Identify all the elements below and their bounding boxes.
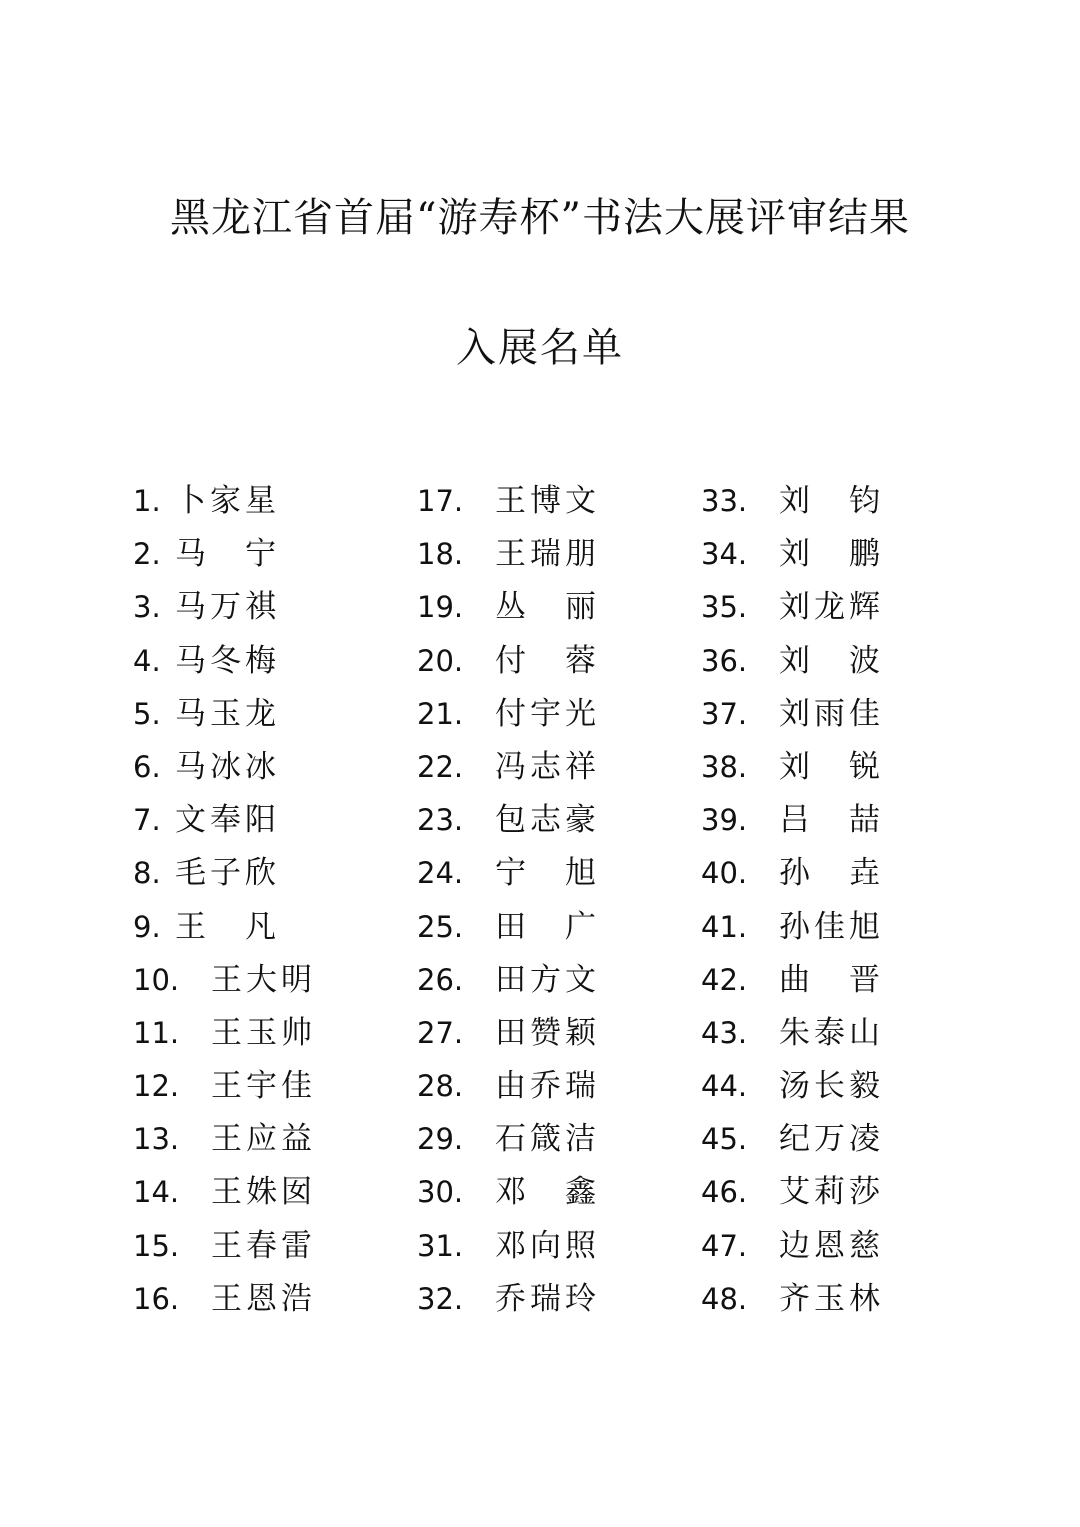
list-item <box>133 794 393 847</box>
list-item <box>701 954 961 1007</box>
list-item <box>701 1060 961 1113</box>
entry-number: 48. <box>701 1281 748 1316</box>
entry-number: 22. <box>417 749 464 784</box>
list-item <box>701 528 961 581</box>
entry-name: 王春雷 <box>211 1227 316 1264</box>
list-item <box>417 528 677 581</box>
entry-name: 刘龙辉 <box>779 589 884 626</box>
entry-name: 王博文 <box>495 483 600 519</box>
entry-number: 17. <box>417 484 464 518</box>
entry-name: 马 宁 <box>175 536 280 573</box>
entry-name: 朱泰山 <box>779 1014 884 1051</box>
list-item <box>417 1113 677 1166</box>
list-item <box>133 475 393 528</box>
entry-number: 14. <box>133 1175 180 1210</box>
entry-name: 吕 喆 <box>779 802 884 839</box>
entry-name: 田 广 <box>495 908 600 945</box>
entry-number: 11. <box>133 1015 180 1050</box>
entry-number: 5. <box>133 696 161 731</box>
entry-number: 37. <box>701 696 748 731</box>
entry-number: 2. <box>133 537 161 572</box>
entry-name: 汤长毅 <box>779 1068 884 1105</box>
entry-name: 邓向照 <box>495 1227 600 1264</box>
entry-number: 1. <box>133 484 161 518</box>
list-item <box>133 1220 393 1273</box>
entry-number: 15. <box>133 1228 180 1263</box>
name-list-column-2 <box>417 475 677 1326</box>
list-item <box>701 1273 961 1326</box>
entry-name: 田赞颖 <box>495 1014 600 1051</box>
list-item <box>133 1060 393 1113</box>
entry-name: 付宇光 <box>495 695 600 732</box>
entry-number: 47. <box>701 1228 748 1263</box>
list-item <box>417 688 677 741</box>
entry-name: 王玉帅 <box>211 1014 316 1051</box>
entry-name: 王姝囡 <box>211 1174 316 1211</box>
list-item <box>701 741 961 794</box>
entry-number: 38. <box>701 749 748 784</box>
entry-name: 付 蓉 <box>495 642 600 679</box>
entry-name: 包志豪 <box>495 802 600 839</box>
list-item <box>133 1166 393 1219</box>
entry-name: 文奉阳 <box>175 802 280 839</box>
entry-number: 8. <box>133 856 161 891</box>
entry-number: 45. <box>701 1122 748 1157</box>
entry-number: 7. <box>133 803 161 838</box>
list-item <box>701 635 961 688</box>
entry-number: 33. <box>701 484 748 518</box>
entry-name: 宁 旭 <box>495 855 600 892</box>
document-subtitle: 入展名单 <box>456 325 624 371</box>
entry-name: 石箴洁 <box>495 1121 600 1158</box>
entry-number: 10. <box>133 962 180 997</box>
entry-number: 12. <box>133 1069 180 1104</box>
entry-number: 29. <box>417 1122 464 1157</box>
entry-number: 23. <box>417 803 464 838</box>
entry-name: 王 凡 <box>175 908 280 945</box>
entry-number: 9. <box>133 909 161 944</box>
entry-name: 乔瑞玲 <box>495 1280 600 1317</box>
entry-name: 马冬梅 <box>175 642 280 679</box>
entry-number: 26. <box>417 962 464 997</box>
list-item <box>133 635 393 688</box>
entry-name: 田方文 <box>495 961 600 998</box>
entry-number: 19. <box>417 590 464 625</box>
list-item <box>133 1273 393 1326</box>
entry-number: 20. <box>417 643 464 678</box>
list-item <box>417 1060 677 1113</box>
list-item <box>133 688 393 741</box>
entry-name: 邓 鑫 <box>495 1174 600 1211</box>
entry-name: 孙佳旭 <box>779 908 884 945</box>
entry-number: 43. <box>701 1015 748 1050</box>
entry-number: 25. <box>417 909 464 944</box>
list-item <box>417 1007 677 1060</box>
entry-name: 马冰冰 <box>175 748 280 785</box>
list-item <box>133 954 393 1007</box>
list-item <box>417 794 677 847</box>
list-item <box>133 847 393 900</box>
list-item <box>417 901 677 954</box>
list-item <box>701 794 961 847</box>
entry-number: 32. <box>417 1281 464 1316</box>
entry-number: 24. <box>417 856 464 891</box>
entry-name: 冯志祥 <box>495 748 600 785</box>
entry-name: 丛 丽 <box>495 589 600 626</box>
entry-name: 毛子欣 <box>175 855 280 892</box>
list-item <box>417 1220 677 1273</box>
list-item <box>701 901 961 954</box>
entry-number: 44. <box>701 1069 748 1104</box>
entry-name: 齐玉林 <box>779 1280 884 1317</box>
entry-number: 34. <box>701 537 748 572</box>
entry-number: 3. <box>133 590 161 625</box>
list-item <box>417 741 677 794</box>
entry-number: 6. <box>133 749 161 784</box>
list-item <box>417 954 677 1007</box>
list-item <box>701 1113 961 1166</box>
entry-number: 41. <box>701 909 748 944</box>
entry-name: 刘雨佳 <box>779 695 884 732</box>
entry-name: 马玉龙 <box>175 695 280 732</box>
entry-name: 王大明 <box>211 961 316 998</box>
entry-name: 刘 锐 <box>779 748 884 785</box>
document-title: 黑龙江省首届“游寿杯”书法大展评审结果 <box>170 195 910 241</box>
list-item <box>417 475 677 528</box>
entry-name: 由乔瑞 <box>495 1068 600 1105</box>
entry-number: 40. <box>701 856 748 891</box>
entry-number: 4. <box>133 643 161 678</box>
list-item <box>701 1007 961 1060</box>
entry-name: 曲 晋 <box>779 961 884 998</box>
list-item <box>133 741 393 794</box>
list-item <box>133 901 393 954</box>
list-item <box>701 475 961 528</box>
entry-number: 36. <box>701 643 748 678</box>
entry-number: 18. <box>417 537 464 572</box>
entry-name: 王宇佳 <box>211 1068 316 1105</box>
entry-name: 王恩浩 <box>211 1280 316 1317</box>
entry-name: 刘 鹏 <box>779 536 884 573</box>
name-list-column-3 <box>701 475 961 1326</box>
entry-number: 42. <box>701 962 748 997</box>
list-item <box>133 581 393 634</box>
list-item <box>133 1113 393 1166</box>
list-item <box>701 688 961 741</box>
entry-name: 边恩慈 <box>779 1227 884 1264</box>
list-item <box>133 528 393 581</box>
entry-name: 纪万凌 <box>779 1121 884 1158</box>
list-item <box>133 1007 393 1060</box>
entry-name: 王瑞朋 <box>495 536 600 573</box>
list-item <box>417 581 677 634</box>
entry-number: 31. <box>417 1228 464 1263</box>
entry-number: 21. <box>417 696 464 731</box>
entry-number: 35. <box>701 590 748 625</box>
list-item <box>417 1273 677 1326</box>
entry-number: 13. <box>133 1122 180 1157</box>
entry-name: 刘 钧 <box>779 483 884 519</box>
list-item <box>701 1166 961 1219</box>
entry-name: 孙 垚 <box>779 855 884 892</box>
entry-number: 30. <box>417 1175 464 1210</box>
entry-name: 马万祺 <box>175 589 280 626</box>
entry-name: 王应益 <box>211 1121 316 1158</box>
entry-number: 16. <box>133 1281 180 1316</box>
entry-name: 卜家星 <box>175 483 280 519</box>
list-item <box>417 1166 677 1219</box>
entry-name: 艾莉莎 <box>779 1174 884 1211</box>
list-item <box>417 635 677 688</box>
list-item <box>701 847 961 900</box>
list-item <box>701 1220 961 1273</box>
list-item <box>417 847 677 900</box>
entry-name: 刘 波 <box>779 642 884 679</box>
entry-number: 39. <box>701 803 748 838</box>
entry-number: 46. <box>701 1175 748 1210</box>
entry-number: 28. <box>417 1069 464 1104</box>
name-list-column-1 <box>133 475 393 1326</box>
list-item <box>701 581 961 634</box>
entry-number: 27. <box>417 1015 464 1050</box>
